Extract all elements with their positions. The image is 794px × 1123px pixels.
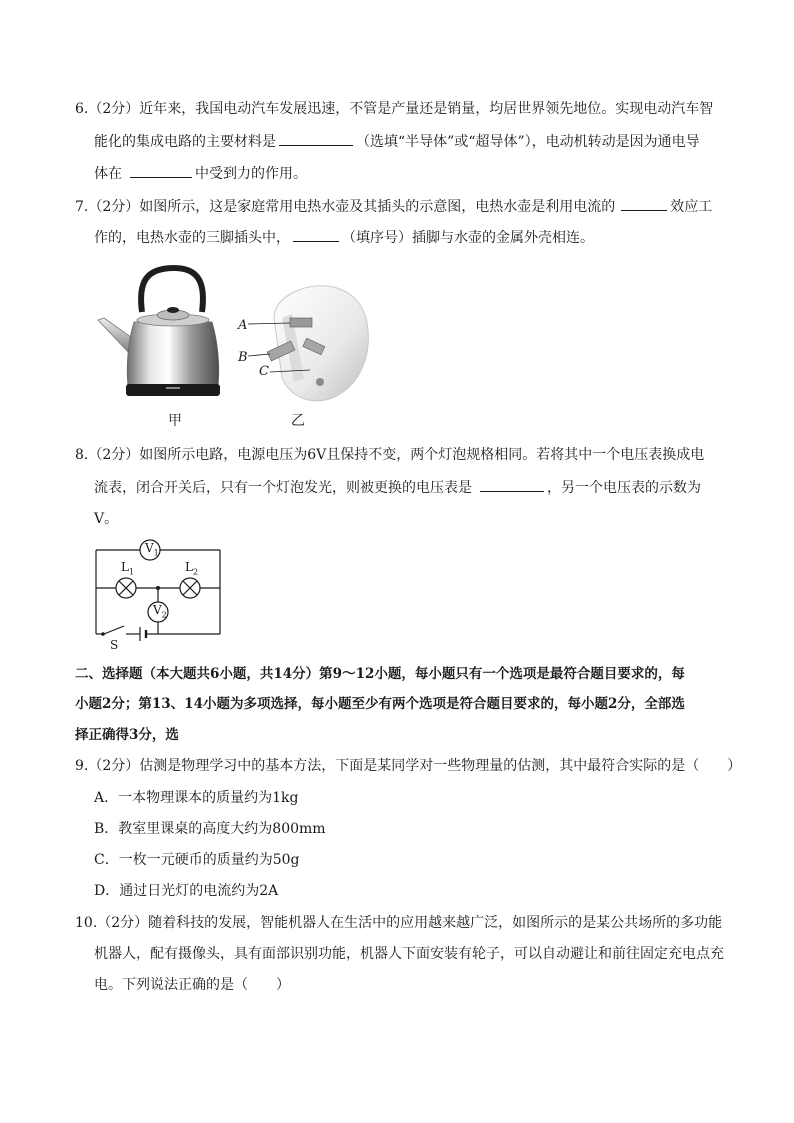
q9-option-a[interactable]: [0, 788, 794, 808]
q7-blank-2[interactable]: [293, 227, 339, 242]
q7-text-1a: 7.（2分）如图所示，这是家庭常用电热水壶及其插头的示意图，电热水壶是利用电流的: [75, 199, 616, 215]
q8-text-3: V。: [94, 511, 119, 527]
q6-text-3a: 体在: [94, 166, 122, 182]
q7-line2: [0, 227, 794, 248]
q8-text-1: 8.（2分）如图所示电路，电源电压为6V且保持不变，两个灯泡规格相同。若将其中一个电压表换成电: [75, 447, 705, 463]
q7-text-2a: 作的，电热水壶的三脚插头中，: [94, 230, 290, 246]
circuit-diagram: [90, 536, 230, 654]
q8-line2: [0, 477, 794, 498]
section2-line1: [0, 664, 794, 684]
q9-stem-text: 9.（2分）估测是物理学习中的基本方法，下面是某同学对一些物理量的估测，其中最符合实际的是（ ）: [75, 758, 742, 774]
q9-option-a-text: A．一本物理课本的质量约为1kg: [94, 790, 299, 806]
q9-option-d-text: D．通过日光灯的电流约为2A: [94, 883, 279, 899]
q10-text-1: 10.（2分）随着科技的发展，智能机器人在生活中的应用越来越广泛，如图所示的是某公共场所的多功能: [75, 915, 723, 931]
q6-text-3b: 中受到力的作用。: [195, 166, 307, 182]
v1-label: $V_1$: [145, 541, 159, 558]
section2-text-3: 择正确得3分，选: [75, 727, 179, 743]
q10-line1: [0, 913, 794, 933]
q6-blank-1[interactable]: [279, 131, 353, 146]
kettle-image: [94, 262, 224, 402]
q10-line3: [0, 975, 794, 995]
v2-label: $V_2$: [153, 603, 167, 620]
q9-option-d[interactable]: [0, 881, 794, 901]
q6-text-2b: （选填“半导体”或“超导体”），电动机转动是因为通电导: [356, 134, 700, 150]
section2-line2: [0, 694, 794, 714]
q8-line1: [0, 445, 794, 465]
section2-text-1: 二、选择题（本大题共6小题，共14分）第9～12小题，每小题只有一个选项是最符合题目要求的，每: [75, 666, 685, 682]
q7-text-2b: （填序号）插脚与水壶的金属外壳相连。: [342, 230, 594, 246]
l2-label: $L_2$: [185, 560, 199, 577]
q7-text-1b: 效应工: [670, 199, 713, 215]
q10-text-3: 电。下列说法正确的是（ ）: [94, 977, 290, 993]
q8-text-2a: 流表，闭合开关后，只有一个灯泡发光，则被更换的电压表是: [94, 480, 472, 496]
q6-text-2a: 能化的集成电路的主要材料是: [94, 134, 276, 150]
switch-label: S: [110, 638, 119, 652]
q8-blank-1[interactable]: [480, 477, 544, 492]
section2-text-2: 小题2分；第13、14小题为多项选择，每小题至少有两个选项是符合题目要求的，每小题2分，全部选: [75, 696, 685, 712]
plug-label-b: B: [238, 350, 248, 365]
section2-line3: [0, 725, 794, 745]
plug-image: [234, 278, 384, 408]
plug-label-c: C: [259, 364, 269, 379]
q9-option-c[interactable]: [0, 850, 794, 870]
caption-jia: 甲: [168, 413, 182, 429]
q6-blank-2[interactable]: [130, 163, 192, 178]
q9-option-b-text: B．教室里课桌的高度大约为800mm: [94, 821, 326, 837]
q6-line2: [0, 131, 794, 152]
q10-text-2: 机器人，配有摄像头，具有面部识别功能，机器人下面安装有轮子，可以自动避让和前往固定充电点充: [94, 946, 724, 962]
q6-line1: [0, 99, 794, 119]
q8-line3: [0, 509, 794, 529]
q9-stem: [0, 756, 794, 776]
q9-option-b[interactable]: [0, 819, 794, 839]
caption-yi: 乙: [291, 413, 305, 429]
l1-label: $L_1$: [121, 560, 135, 577]
q7-blank-1[interactable]: [621, 196, 667, 211]
plug-label-a: A: [238, 318, 248, 333]
q10-line2: [0, 944, 794, 964]
q9-option-c-text: C．一枚一元硬币的质量约为50g: [94, 852, 300, 868]
q6-line3: [0, 163, 794, 184]
q8-text-2b: ，另一个电压表的示数为: [547, 480, 701, 496]
q6-text-1: 6.（2分）近年来，我国电动汽车发展迅速，不管是产量还是销量，均居世界领先地位。实现电动汽车智: [75, 101, 714, 117]
q7-line1: [0, 196, 794, 217]
